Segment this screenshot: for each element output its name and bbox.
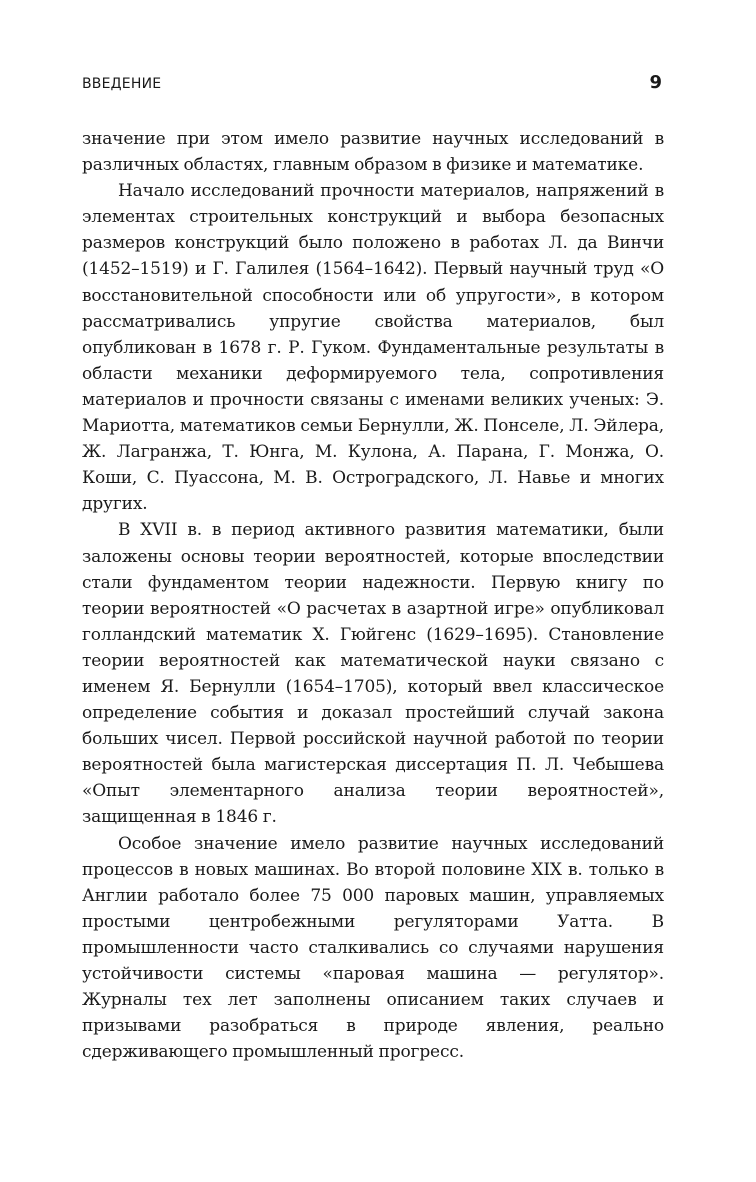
running-head: [82, 70, 664, 104]
section-title: ВВЕДЕНИЕ: [82, 76, 162, 92]
paragraph-probability-theory: В XVII в. в период активного развития математики, были заложены основы теории вероятностей, которые впоследствии стали фундаментом теории надежности. Первую книгу по теории вероятностей «О расчетах в азартной игре» опубликовал голландский математик Х. Гюйгенс (1629–1695). Становление теории вероятностей как математической науки связано с именем Я. Бернулли (1654–1705), который ввел классическое определение события и доказал простейший случай закона больших чисел. Первой российской научной работой по теории вероятностей была магистерская диссертация П. Л. Чебышева «Опыт элементарного анализа теории вероятностей», защищенная в 1846 г.: [82, 520, 664, 828]
paragraph-strength-of-materials: Начало исследований прочности материалов, напряжений в элементах строительных конструкций и выбора безопасных размеров конструкций было положено в работах Л. да Винчи (1452–1519) и Г. Галилея (1564–1642). Первый научный труд «О восстановительной способности или об упругости», в котором рассматривались упругие свойства материалов, был опубликован в 1678 г. Р. Гуком. Фундаментальные результаты в области механики деформируемого тела, сопротивления материалов и прочности связаны с именами великих ученых: Э. Мариотта, математиков семьи Бернулли, Ж. Понселе, Л. Эйлера, Ж. Лагранжа, Т. Юнга, М. Кулона, А. Парана, Г. Монжа, О. Коши, С. Пуассона, М. В. Остроградского, Л. Навье и многих других.: [82, 181, 664, 515]
body-text: [82, 126, 664, 1065]
book-page: [82, 70, 664, 1065]
paragraph-continued: значение при этом имело развитие научных исследований в различных областях, главным образом в физике и математике.: [82, 129, 664, 176]
page-number: 9: [649, 72, 662, 93]
paragraph-steam-machines: Особое значение имело развитие научных исследований процессов в новых машинах. Во второй половине XIX в. только в Англии работало более 75 000 паровых машин, управляемых простыми центробежными регуляторами Уатта. В промышленности часто сталкивались со случаями нарушения устойчивости системы «паровая машина — регулятор». Журналы тех лет заполнены описанием таких случаев и призывами разобраться в природе явления, реально сдерживающего промышленный прогресс.: [82, 833, 664, 1063]
